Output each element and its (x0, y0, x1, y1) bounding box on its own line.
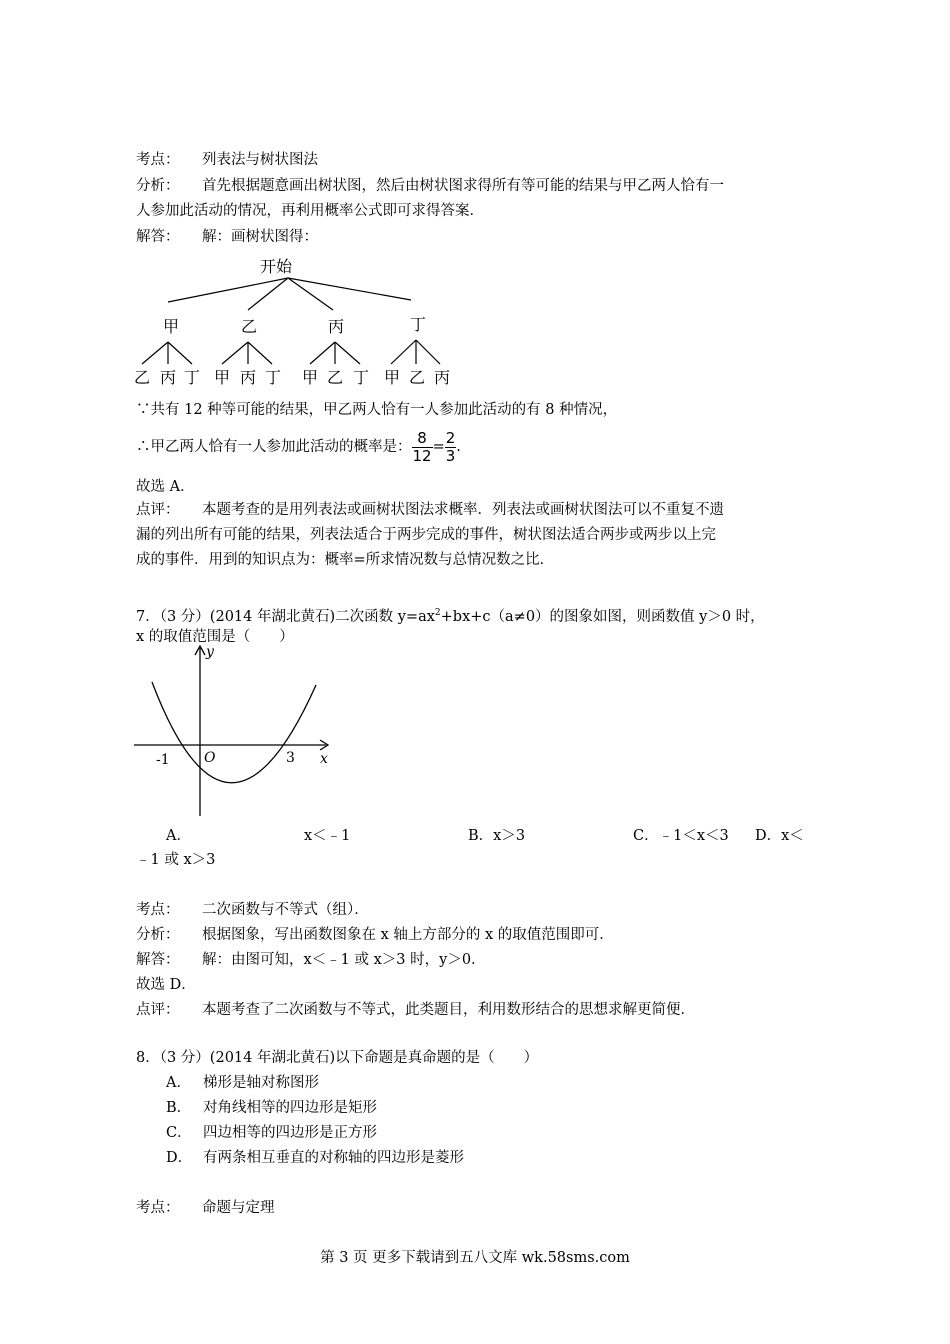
text: 命题与定理 (202, 1200, 275, 1216)
equals: = (432, 439, 445, 455)
q7-option-b[interactable]: B．x＞3 (468, 828, 526, 844)
period: . (456, 439, 461, 455)
q6-because: ∵共有 12 种等可能的结果，甲乙两人恰有一人参加此活动的有 8 种情况， (136, 402, 618, 418)
label: 考点： (136, 152, 180, 168)
q7-guxuan: 故选 D． (136, 977, 196, 993)
option-label: A． (166, 828, 191, 844)
text: 本题考查了二次函数与不等式，此类题目，利用数形结合的思想求解更简便． (202, 1002, 695, 1018)
y-axis-label: y (206, 644, 214, 660)
q7-dianping (136, 1000, 695, 1020)
origin-label: O (204, 750, 216, 766)
q6-dianping-cont2: 成的事件．用到的知识点为：概率=所求情况数与总情况数之比． (136, 552, 555, 568)
tree-branch-3: 丙 (327, 317, 345, 336)
tree-leaf: 甲 (383, 368, 401, 387)
tree-leaf: 乙 (326, 368, 344, 387)
q7-stem (136, 603, 765, 627)
option-text: 对角线相等的四边形是矩形 (203, 1100, 377, 1116)
q7-fenxi (136, 925, 614, 945)
q8-option-b[interactable] (166, 1098, 377, 1118)
q6-dianping (136, 500, 724, 520)
text: 解：画树状图得： (202, 229, 318, 245)
tree-diagram (128, 252, 468, 392)
text: 首先根据题意画出树状图，然后由树状图求得所有等可能的结果与甲乙两人恰有一 (202, 178, 724, 194)
tree-leaf: 甲 (213, 368, 231, 387)
label: 点评： (136, 502, 180, 518)
x-axis-label: x (320, 751, 328, 767)
q8-option-c[interactable] (166, 1123, 377, 1143)
q7-option-a[interactable] (166, 826, 191, 846)
label: 分析： (136, 927, 180, 943)
option-text: 四边相等的四边形是正方形 (203, 1125, 377, 1141)
q6-fenxi (136, 176, 724, 196)
text: 二次函数与不等式（组）． (202, 902, 369, 918)
tree-leaf: 丁 (264, 368, 282, 387)
tree-leaf: 乙 (133, 368, 151, 387)
text: 根据图象，写出函数图象在 x 轴上方部分的 x 的取值范围即可． (202, 927, 614, 943)
q7-kaodian (136, 900, 369, 920)
denominator: 3 (445, 446, 456, 465)
q7-option-c[interactable]: C．﹣1＜x＜3 (633, 828, 729, 844)
tree-branch-2: 乙 (240, 317, 258, 336)
q7-option-d-cont[interactable]: ﹣1 或 x＞3 (136, 852, 216, 868)
right-root-label: 3 (286, 750, 295, 766)
tree-leaf: 丙 (239, 368, 257, 387)
text: ∴甲乙两人恰有一人参加此活动的概率是： (136, 439, 412, 455)
tree-leaf: 丙 (433, 368, 451, 387)
label: 考点： (136, 1200, 180, 1216)
fraction-2-3 (445, 430, 457, 465)
q7-option-a-text[interactable]: x＜﹣1 (304, 828, 351, 844)
text: 列表法与树状图法 (202, 152, 318, 168)
q6-guxuan: 故选 A． (136, 479, 195, 495)
stem-post: +bx+c（a≠0）的图象如图，则函数值 y＞0 时， (440, 608, 765, 625)
parabola-curve (152, 682, 316, 783)
tree-leaf: 丁 (183, 368, 201, 387)
q8-option-d[interactable] (166, 1148, 464, 1168)
q6-therefore (136, 427, 461, 467)
numerator: 8 (412, 430, 433, 448)
label: 解答： (136, 952, 180, 968)
tree-root-branches (168, 278, 411, 310)
tree-branch-1: 甲 (162, 317, 180, 336)
parabola-graph (130, 642, 340, 822)
label: 考点： (136, 902, 180, 918)
numerator: 2 (445, 428, 456, 447)
q6-fenxi-cont: 人参加此活动的情况，再利用概率公式即可求得答案． (136, 203, 484, 219)
tree-root: 开始 (259, 257, 293, 276)
q6-dianping-cont: 漏的列出所有可能的结果，列表法适合于两步完成的事件，树状图法适合两步或两步以上完 (136, 527, 716, 543)
tree-leaf: 丙 (159, 368, 177, 387)
option-text: 梯形是轴对称图形 (203, 1075, 319, 1091)
tree-leaf-branches (142, 340, 440, 364)
stem-pre: 7．（3 分）(2014 年湖北黄石)二次函数 y=ax (136, 608, 435, 625)
q8-kaodian (136, 1198, 275, 1218)
option-text: 有两条相互垂直的对称轴的四边形是菱形 (203, 1150, 464, 1166)
tree-leaf: 丁 (352, 368, 370, 387)
page-footer: 第 3 页 更多下载请到五八文库 wk.58sms.com (320, 1250, 630, 1266)
label: 点评： (136, 1002, 180, 1018)
option-label: B． (166, 1100, 192, 1116)
q6-kaodian (136, 150, 318, 170)
denominator: 12 (412, 446, 432, 465)
q6-jieda (136, 227, 318, 247)
q7-option-d[interactable]: D．x＜ (755, 828, 804, 844)
option-label: A． (166, 1075, 191, 1091)
q8-option-a[interactable] (166, 1073, 319, 1093)
left-root-label: -1 (156, 752, 170, 768)
text: 本题考查的是用列表法或画树状图法求概率．列表法或画树状图法可以不重复不遗 (202, 502, 724, 518)
fraction-8-12 (412, 430, 433, 465)
tree-leaf: 甲 (301, 368, 319, 387)
q7-stem-cont: x 的取值范围是（ ） (136, 629, 294, 645)
tree-branch-4: 丁 (409, 315, 427, 334)
superscript: 2 (434, 608, 441, 618)
label: 分析： (136, 178, 180, 194)
q7-jieda (136, 950, 486, 970)
text: 解：由图可知，x＜﹣1 或 x＞3 时，y＞0． (202, 952, 486, 968)
option-label: D． (166, 1150, 193, 1166)
tree-leaf: 乙 (408, 368, 426, 387)
label: 解答： (136, 229, 180, 245)
option-label: C． (166, 1125, 192, 1141)
q8-stem: 8．（3 分）(2014 年湖北黄石)以下命题是真命题的是（ ） (136, 1050, 539, 1066)
